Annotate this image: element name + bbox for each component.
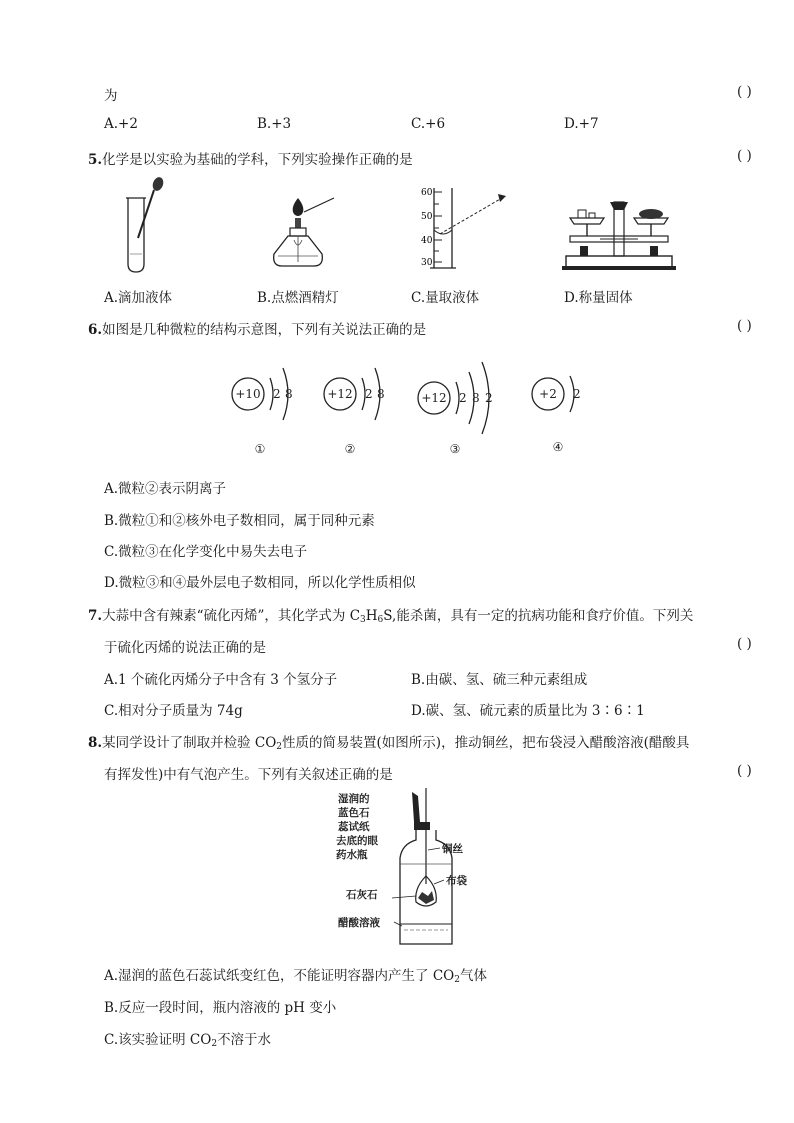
q7-formula-sub-c: 3 — [360, 615, 366, 625]
q8-option-c-text: C.该实验证明 CO — [104, 1032, 212, 1048]
q8-stem-line2: 有挥发性)中有气泡产生。下列有关叙述正确的是 — [104, 767, 393, 783]
balance-scale-figure — [560, 196, 678, 272]
q7-stem-line2: 于硫化丙烯的说法正确的是 — [104, 640, 266, 656]
q8-option-c — [104, 1028, 271, 1049]
q5-number: 5. — [88, 152, 103, 168]
particle-4-label: ④ — [552, 440, 564, 454]
q6-option-b: B.微粒①和②核外电子数相同，属于同种元素 — [104, 513, 375, 529]
particle-structure-diagram — [220, 352, 600, 462]
q4-option-b: B.+3 — [257, 116, 292, 132]
q8-option-a — [104, 964, 487, 985]
particle-2-nucleus: +12 — [327, 387, 353, 401]
q7-formula-h: H — [365, 608, 378, 624]
q6-number: 6. — [88, 322, 103, 338]
particle-1-label: ① — [254, 442, 266, 456]
particle-1-nucleus: +10 — [235, 387, 261, 401]
q6-answer-paren: ( ) — [737, 318, 752, 334]
cylinder-tick-40: 40 — [421, 236, 433, 246]
particle-4-nucleus: +2 — [539, 387, 557, 401]
particle-1 — [232, 368, 293, 456]
q7-option-d: D.碳、氢、硫元素的质量比为 3∶6∶1 — [411, 703, 645, 719]
q4-option-d: D.+7 — [564, 116, 599, 132]
particle-3-label: ③ — [449, 442, 461, 456]
particle-4-shell-1: 2 — [573, 387, 581, 401]
particle-3-shell-2: 8 — [472, 391, 480, 405]
q7-answer-paren: ( ) — [737, 636, 752, 652]
particle-3-nucleus: +12 — [421, 391, 447, 405]
label-cloth-bag: 布袋 — [446, 875, 467, 887]
cylinder-tick-50: 50 — [421, 212, 433, 222]
q7-option-b: B.由碳、氢、硫三种元素组成 — [411, 672, 588, 688]
q7-number: 7. — [88, 608, 103, 624]
label-acetic-acid: 醋酸溶液 — [338, 917, 380, 929]
label-litmus-1: 湿润的 — [338, 793, 370, 805]
q5-option-b: B.点燃酒精灯 — [257, 290, 339, 306]
cylinder-tick-60: 60 — [421, 188, 433, 198]
q8-option-a-tail: 气体 — [459, 968, 487, 984]
q6-option-c: C.微粒③在化学变化中易失去电子 — [104, 544, 308, 560]
q6-option-a: A.微粒②表示阴离子 — [104, 481, 227, 497]
q8-option-a-sub: 2 — [454, 975, 460, 985]
q8-option-b: B.反应一段时间，瓶内溶液的 pH 变小 — [104, 1000, 337, 1016]
q7-stem-line1 — [88, 604, 693, 625]
particle-3-shell-1: 2 — [459, 391, 467, 405]
particle-1-shell-1: 2 — [273, 387, 281, 401]
q7-option-c: C.相对分子质量为 74g — [104, 703, 243, 719]
q5-option-a: A.滴加液体 — [104, 290, 173, 306]
q7-stem-part2: S,能杀菌，具有一定的抗病功能和食疗价值。下列关 — [383, 608, 694, 624]
q8-number: 8. — [88, 735, 103, 751]
co2-apparatus-figure — [332, 788, 482, 950]
label-bottle-1: 去底的眼 — [336, 835, 378, 847]
particle-3 — [418, 362, 493, 456]
q6-option-d: D.微粒③和④最外层电子数相同，所以化学性质相似 — [104, 575, 416, 591]
particle-4 — [532, 376, 581, 454]
graduated-cylinder-figure — [418, 184, 518, 270]
q5-stem-text: 化学是以实验为基础的学科，下列实验操作正确的是 — [102, 152, 413, 168]
alcohol-lamp-figure — [268, 192, 338, 272]
q6-stem-text: 如图是几种微粒的结构示意图，下列有关说法正确的是 — [102, 322, 427, 338]
q5-option-c: C.量取液体 — [411, 290, 480, 306]
particle-2-label: ② — [344, 442, 356, 456]
q8-stem-part2: 性质的简易装置(如图所示)，推动铜丝，把布袋浸入醋酸溶液(醋酸具 — [282, 735, 690, 751]
q7-option-a: A.1 个硫化丙烯分子中含有 3 个氢分子 — [104, 672, 338, 688]
q4-stem-tail: 为 — [104, 88, 118, 104]
particle-2 — [324, 368, 385, 456]
q5-answer-paren: ( ) — [737, 148, 752, 164]
q4-option-a: A.+2 — [104, 116, 138, 132]
q4-option-c: C.+6 — [411, 116, 446, 132]
q8-co2-sub: 2 — [276, 742, 283, 752]
q8-answer-paren: ( ) — [737, 763, 752, 779]
q5-stem — [88, 148, 413, 168]
q8-option-c-tail: 不溶于水 — [217, 1032, 272, 1048]
q6-stem — [88, 318, 426, 338]
particle-3-shell-3: 2 — [485, 391, 493, 405]
q4-answer-paren: ( ) — [737, 84, 752, 100]
q5-option-d: D.称量固体 — [564, 290, 633, 306]
q8-option-a-text: A.湿润的蓝色石蕊试纸变红色，不能证明容器内产生了 CO — [104, 968, 455, 984]
label-litmus-3: 蕊试纸 — [338, 821, 370, 833]
particle-2-shell-1: 2 — [365, 387, 373, 401]
dropper-test-tube-figure — [118, 176, 178, 276]
q7-stem-part1: 大蒜中含有辣素“硫化丙烯”，其化学式为 C — [102, 608, 361, 624]
label-copper-wire: 铜丝 — [442, 843, 463, 855]
q8-option-c-sub: 2 — [211, 1039, 218, 1049]
particle-1-shell-2: 8 — [285, 387, 293, 401]
q8-stem-line1 — [88, 731, 689, 752]
label-limestone: 石灰石 — [346, 889, 378, 901]
label-bottle-2: 药水瓶 — [336, 849, 368, 861]
cylinder-tick-30: 30 — [421, 258, 433, 268]
particle-2-shell-2: 8 — [377, 387, 385, 401]
q8-stem-part1: 某同学设计了制取并检验 CO — [102, 735, 277, 751]
q7-formula-sub-h: 6 — [377, 615, 384, 625]
label-litmus-2: 蓝色石 — [338, 807, 370, 819]
